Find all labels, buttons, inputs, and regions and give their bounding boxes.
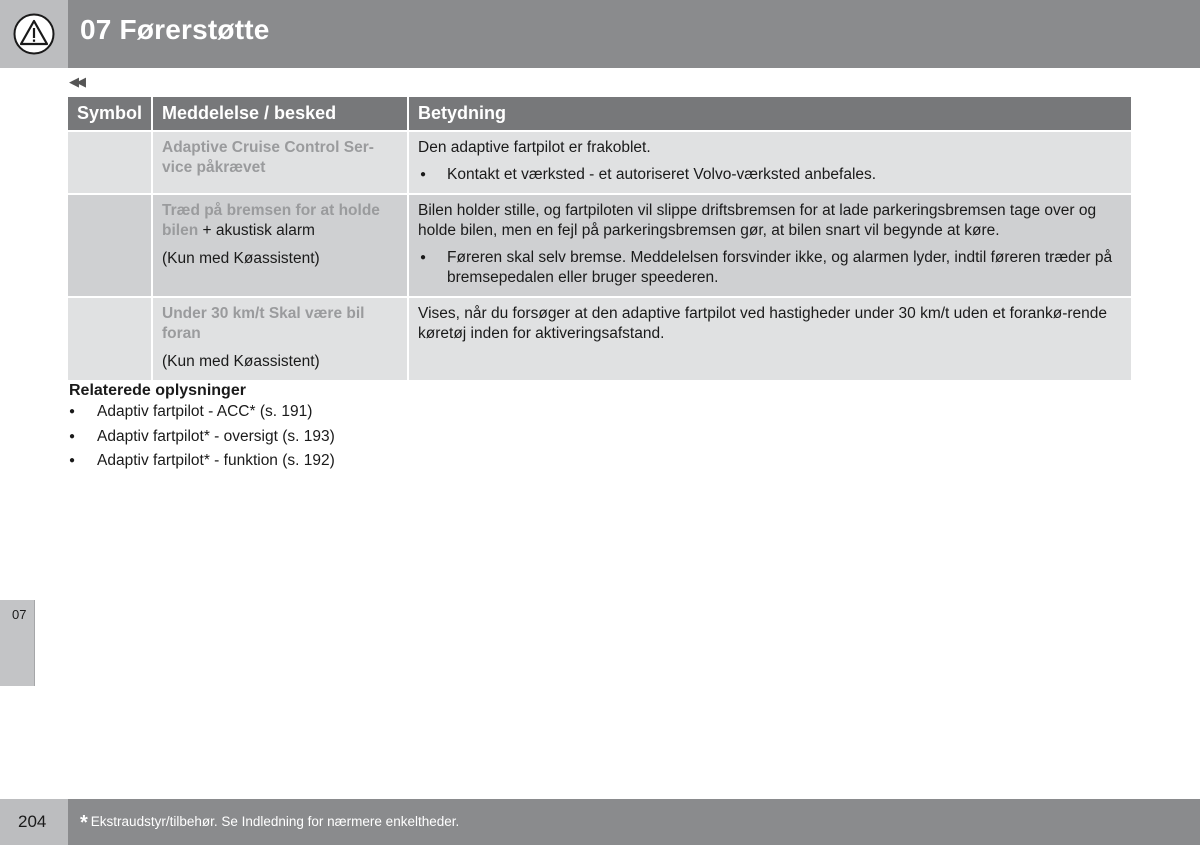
meaning-cell xyxy=(408,131,1131,194)
footer-note xyxy=(80,812,459,835)
related-link[interactable]: ● Adaptiv fartpilot - ACC* (s. 191) xyxy=(69,402,335,427)
list-item: ● Føreren skal selv bremse. Meddelelsen forsvinder ikke, og alarmen lyder, indtil føreren træder på bremsepedalen eller bruger speederen. xyxy=(418,248,1122,288)
message-note: (Kun med Køassistent) xyxy=(162,250,320,267)
message-note: (Kun med Køassistent) xyxy=(162,353,320,370)
table-row xyxy=(68,131,1131,194)
column-header-message: Meddelelse / besked xyxy=(152,97,408,131)
message-extra: + akustisk alarm xyxy=(198,222,315,239)
meaning-cell xyxy=(408,194,1131,297)
warning-triangle-icon xyxy=(13,13,55,55)
table-row xyxy=(68,194,1131,297)
symbol-cell xyxy=(68,297,152,381)
column-header-meaning: Betydning xyxy=(408,97,1131,131)
message-cell xyxy=(152,194,408,297)
table-header-row xyxy=(68,97,1131,131)
meaning-bullets xyxy=(418,165,1122,185)
symbol-cell xyxy=(68,131,152,194)
page-number: 204 xyxy=(18,812,47,831)
asterisk-icon: * xyxy=(80,812,88,834)
header-icon-box xyxy=(0,0,68,68)
message-cell xyxy=(152,131,408,194)
meaning-text: Den adaptive fartpilot er frakoblet. xyxy=(418,139,651,156)
list-item: ● Kontakt et værksted - et autoriseret Volvo-værksted anbefales. xyxy=(418,165,1122,185)
related-info-title: Relaterede oplysninger xyxy=(69,382,246,399)
message-text: Under 30 km/t Skal være bil foran xyxy=(162,305,365,342)
chapter-tab: 07 xyxy=(0,600,35,686)
message-text: Adaptive Cruise Control Ser-vice påkrævet xyxy=(162,139,374,176)
symbol-cell xyxy=(68,194,152,297)
column-header-symbol: Symbol xyxy=(68,97,152,131)
meaning-cell xyxy=(408,297,1131,381)
chapter-title: 07 Førerstøtte xyxy=(80,14,270,45)
related-link[interactable]: ● Adaptiv fartpilot* - funktion (s. 192) xyxy=(69,451,335,476)
meaning-text: Vises, når du forsøger at den adaptive fartpilot ved hastigheder under 30 km/t uden et forankø-rende køretøj inden for aktiveringsafstand. xyxy=(418,305,1108,342)
footer-note-text: Ekstraudstyr/tilbehør. Se Indledning for nærmere enkeltheder. xyxy=(90,814,460,829)
related-link[interactable]: ● Adaptiv fartpilot* - oversigt (s. 193) xyxy=(69,427,335,452)
table-row xyxy=(68,297,1131,381)
message-cell xyxy=(152,297,408,381)
message-text: Træd på bremsen for at holde bilen xyxy=(162,202,380,239)
previous-page-icon[interactable]: ◀◀ xyxy=(69,74,83,89)
meaning-text: Bilen holder stille, og fartpiloten vil slippe driftsbremsen for at lade parkeringsbremsen tage over og holde bilen, men en fejl på parkeringsbremsen gør, at bilen snart vil begynde at køre. xyxy=(418,202,1097,239)
related-links xyxy=(69,402,335,476)
meaning-bullets xyxy=(418,248,1122,288)
message-table xyxy=(68,97,1131,382)
